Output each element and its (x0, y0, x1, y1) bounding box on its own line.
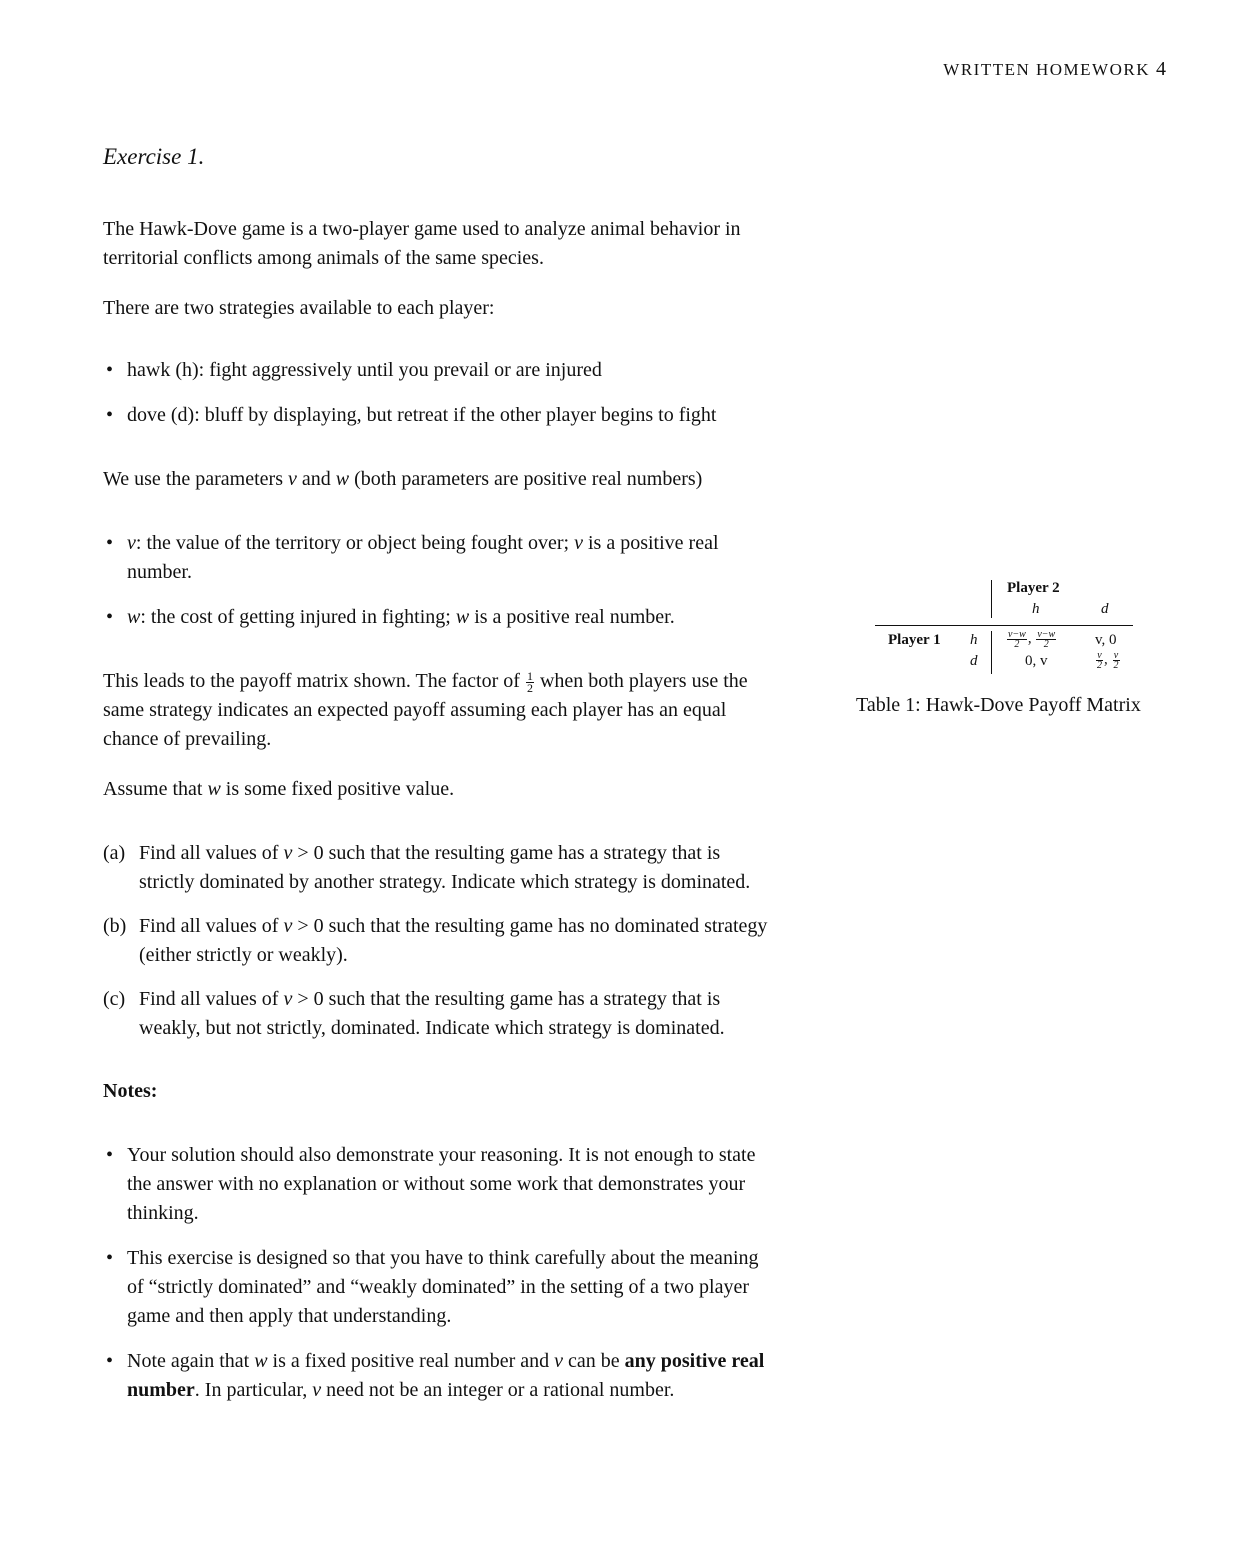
strategies-intro: There are two strategies available to each player: (103, 297, 495, 319)
one-half-fraction: $\frac{1}{2}$ (526, 669, 533, 696)
parameter-list (103, 529, 773, 632)
intro-paragraph: The Hawk-Dove game is a two-player game used to analyze animal behavior in territorial conflicts among animals of the same species. (103, 218, 741, 269)
assumption-paragraph: Assume that w is some fixed positive value. (103, 778, 455, 800)
question-part-c: (c) Find all values of v > 0 such that the resulting game has a strategy that is weakly, but not strictly, dominated. Indicate which strategy is dominated. (103, 988, 725, 1039)
list-item: • Your solution should also demonstrate your reasoning. It is not enough to state the answer with no explanation or without some work that demonstrates your thinking. (103, 1141, 773, 1228)
row-header-dove: d (970, 653, 978, 669)
strategy-dove: dove (d): bluff by displaying, but retreat if the other player begins to fight (127, 404, 717, 426)
bullet-icon: • (106, 606, 114, 628)
payoff-matrix (850, 578, 1155, 678)
parameters-intro: We use the parameters v and w (both parameters are positive real numbers) (103, 468, 703, 490)
bullet-icon: • (106, 404, 114, 426)
notes-list (103, 1141, 773, 1405)
strategy-list (103, 356, 773, 430)
list-item (103, 401, 773, 430)
list-item: • w: the cost of getting injured in fighting; w is a positive real number. (103, 603, 773, 632)
question-part-a: (a) Find all values of v > 0 such that the resulting game has a strategy that is strictly dominated by another strategy. Indicate which strategy is dominated. (103, 842, 751, 893)
matrix-divider (991, 580, 992, 618)
question-parts (103, 839, 773, 1043)
payoff-dove-dove: $\frac{v}{2}$ , $\frac{v}{2}$ (1097, 650, 1119, 671)
payoff-paragraph: This leads to the payoff matrix shown. The factor of $\frac{1}{2}$ when both players use the same strategy indicates an expected payoff assuming each player has an equal chance of prevailing. (103, 669, 748, 750)
column-header-dove: d (1101, 601, 1109, 617)
strategy-hawk: hawk (h): fight aggressively until you prevail or are injured (127, 359, 602, 381)
bullet-icon: • (106, 1350, 114, 1372)
question-part-b: (b) Find all values of v > 0 such that the resulting game has no dominated strategy (either strictly or weakly). (103, 915, 768, 966)
bullet-icon: • (106, 1144, 114, 1166)
notes-heading: Notes: (103, 1080, 158, 1102)
payoff-matrix-figure (850, 578, 1155, 717)
list-item: • This exercise is designed so that you have to think carefully about the meaning of “strictly dominated” and “weakly dominated” in the setting of a two player game and then apply that understanding. (103, 1244, 773, 1331)
bullet-icon: • (106, 359, 114, 381)
row-header-hawk: h (970, 632, 978, 648)
list-item (103, 356, 773, 385)
player1-label: Player 1 (888, 632, 941, 648)
matrix-divider (991, 631, 992, 674)
bullet-icon: • (106, 532, 114, 554)
exercise-body (103, 140, 773, 1421)
column-header-hawk: h (1032, 601, 1040, 617)
list-item: • Note again that w is a fixed positive real number and v can be any positive real number. In particular, v need not be an integer or a rational number. (103, 1347, 773, 1405)
player2-label: Player 2 (1007, 580, 1060, 596)
running-header (943, 58, 1166, 81)
payoff-hawk-dove: v, 0 (1095, 632, 1117, 648)
page-number: 4 (1156, 58, 1166, 80)
table-caption: Table 1: Hawk-Dove Payoff Matrix (856, 694, 1141, 716)
payoff-hawk-hawk: $\frac{v-w}{2}$ , $\frac{v-w}{2}$ (1008, 629, 1056, 650)
list-item: • v: the value of the territory or object being fought over; v is a positive real number. (103, 529, 773, 587)
exercise-title: Exercise 1. (103, 144, 205, 169)
running-title: WRITTEN HOMEWORK (943, 60, 1150, 79)
payoff-dove-hawk: 0, v (1025, 653, 1048, 669)
bullet-icon: • (106, 1247, 114, 1269)
matrix-divider (875, 625, 1133, 626)
